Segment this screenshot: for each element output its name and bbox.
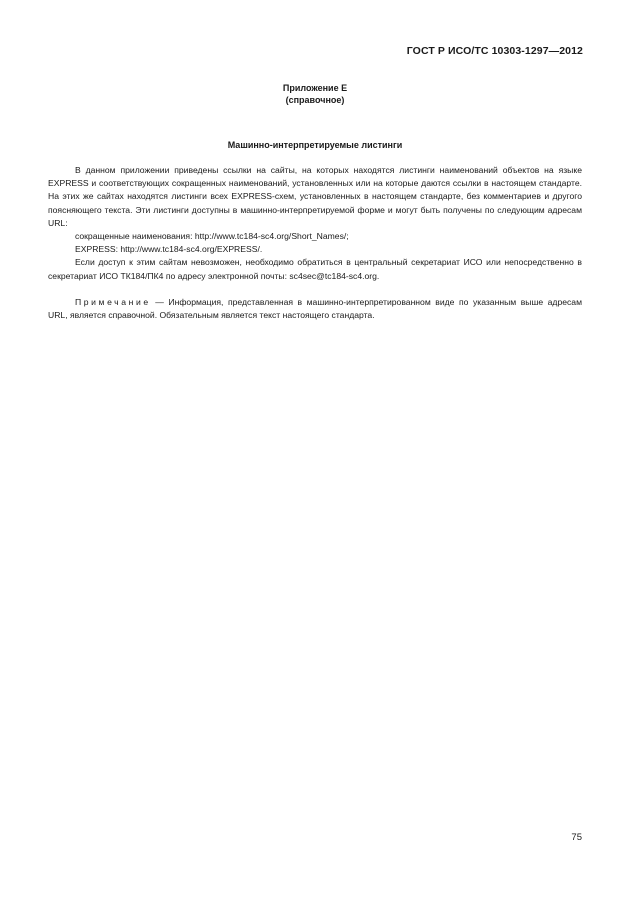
appendix-label: Приложение Е bbox=[282, 83, 348, 93]
page-number: 75 bbox=[571, 832, 582, 843]
appendix-type: (справочное) bbox=[285, 95, 345, 105]
paragraph-intro: В данном приложении приведены ссылки на сайты, на которых находятся листинги наименований объектов на языке EXPRESS и соответствующих сокращенных наименований, установленных или на которые даются ссылки в настоящем стандарте. На этих же сайтах находятся листинги всех EXPRESS-схем, установленных в настоящем стандарте, без комментариев и другого поясняющего текста. Эти листинги доступны в машинно-интерпретируемой форме и могут быть получены по следующим адресам URL: bbox=[48, 165, 582, 228]
section-title: Машинно-интерпретируемые листинги bbox=[227, 140, 403, 150]
note-label: Примечание bbox=[75, 296, 151, 307]
body-text bbox=[48, 164, 582, 322]
paragraph-express-url: EXPRESS: http://www.tc184-sc4.org/EXPRESS/. bbox=[75, 244, 263, 255]
note-text: — Информация, представленная в машинно-интерпретированном виде по указанным выше адресам URL, является справочной. Обязательным является текст настоящего стандарта. bbox=[48, 296, 582, 321]
standard-code: ГОСТ Р ИСО/ТС 10303-1297—2012 bbox=[406, 45, 583, 57]
paragraph-short-names-url: сокращенные наименования: http://www.tc184-sc4.org/Short_Names/; bbox=[75, 231, 349, 242]
paragraph-contact: Если доступ к этим сайтам невозможен, необходимо обратиться в центральный секретариат ИСО или непосредственно в секретариат ИСО ТК184/ПК4 по адресу электронной почты: sc4sec@tc184-sc4.org. bbox=[48, 257, 582, 281]
note-paragraph bbox=[48, 296, 582, 322]
appendix-heading bbox=[0, 82, 630, 106]
